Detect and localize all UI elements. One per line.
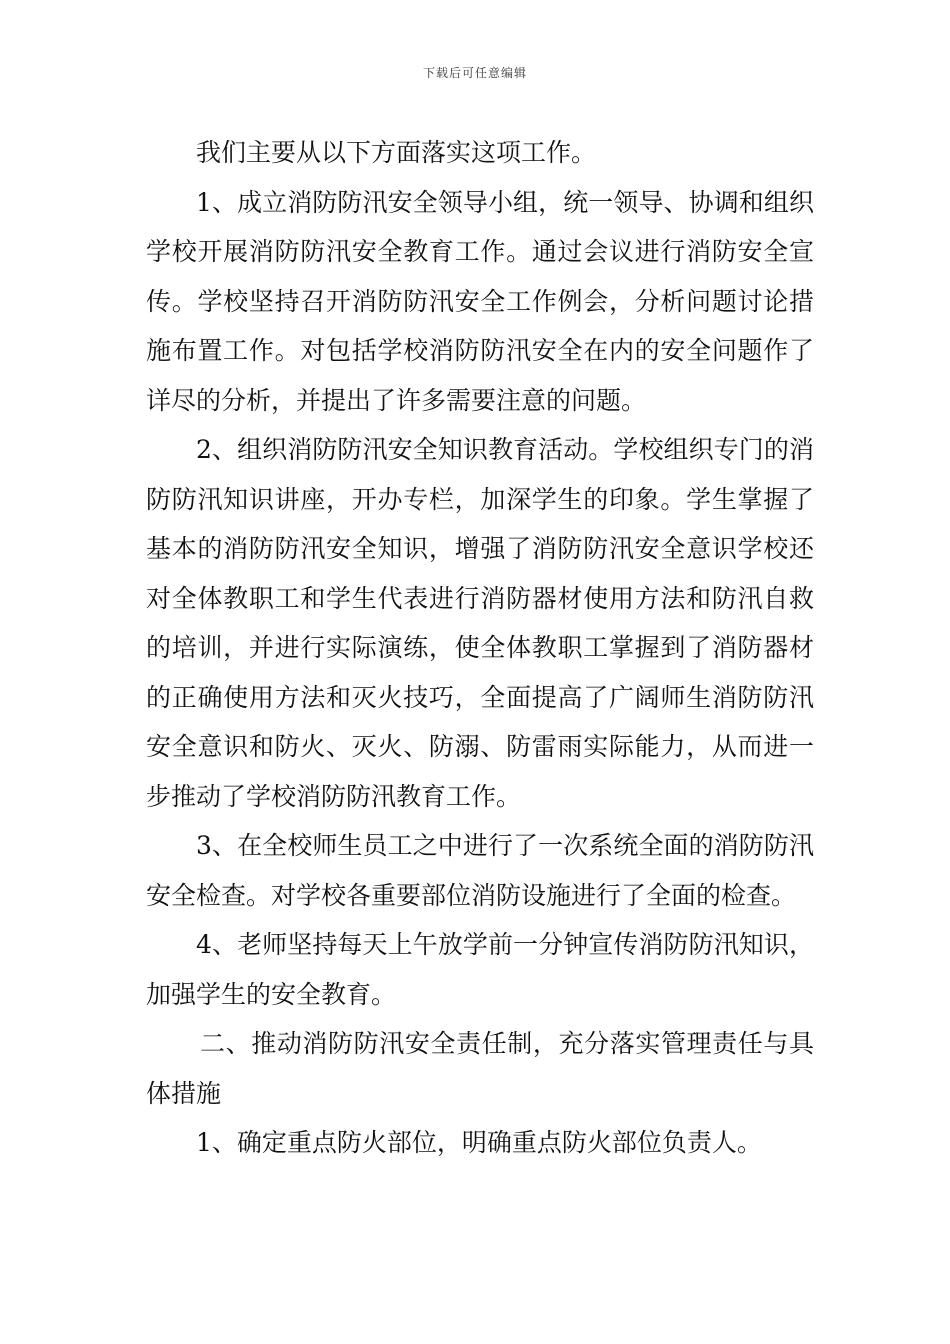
paragraph-item-4: 4、老师坚持每天上午放学前一分钟宣传消防防汛知识，加强学生的安全教育。 xyxy=(146,930,814,1009)
paragraph-item-1: 1、成立消防防汛安全领导小组，统一领导、协调和组织学校开展消防防汛安全教育工作。通过会议进行消防安全宣传。学校坚持召开消防防汛安全工作例会，分析问题讨论措施布置工作。对包括学校消防防汛安全在内的安全问题作了详尽的分析，并提出了许多需要注意的问题。 xyxy=(146,187,814,415)
paragraph-item-2: 2、组织消防防汛安全知识教育活动。学校组织专门的消防防汛知识讲座，开办专栏，加深学生的印象。学生掌握了基本的消防防汛安全知识，增强了消防防汛安全意识学校还对全体教职工和学生代表进行消防器材使用方法和防汛自救的培训，并进行实际演练，使全体教职工掌握到了消防器材的正确使用方法和灭火技巧，全面提高了广阔师生消防防汛安全意识和防火、灭火、防溺、防雷雨实际能力，从而进一步推动了学校消防防汛教育工作。 xyxy=(146,435,814,811)
document-body xyxy=(146,128,814,1168)
page-header-note: 下载后可任意编辑 xyxy=(422,66,527,80)
paragraph-item-3: 3、在全校师生员工之中进行了一次系统全面的消防防汛安全检查。对学校各重要部位消防设施进行了全面的检查。 xyxy=(146,831,814,910)
section-heading-2: 二、推动消防防汛安全责任制，充分落实管理责任与具体措施 xyxy=(146,1029,814,1108)
paragraph-section2-item-1: 1、确定重点防火部位，明确重点防火部位负责人。 xyxy=(196,1128,762,1157)
paragraph-intro: 我们主要从以下方面落实这项工作。 xyxy=(196,138,597,167)
